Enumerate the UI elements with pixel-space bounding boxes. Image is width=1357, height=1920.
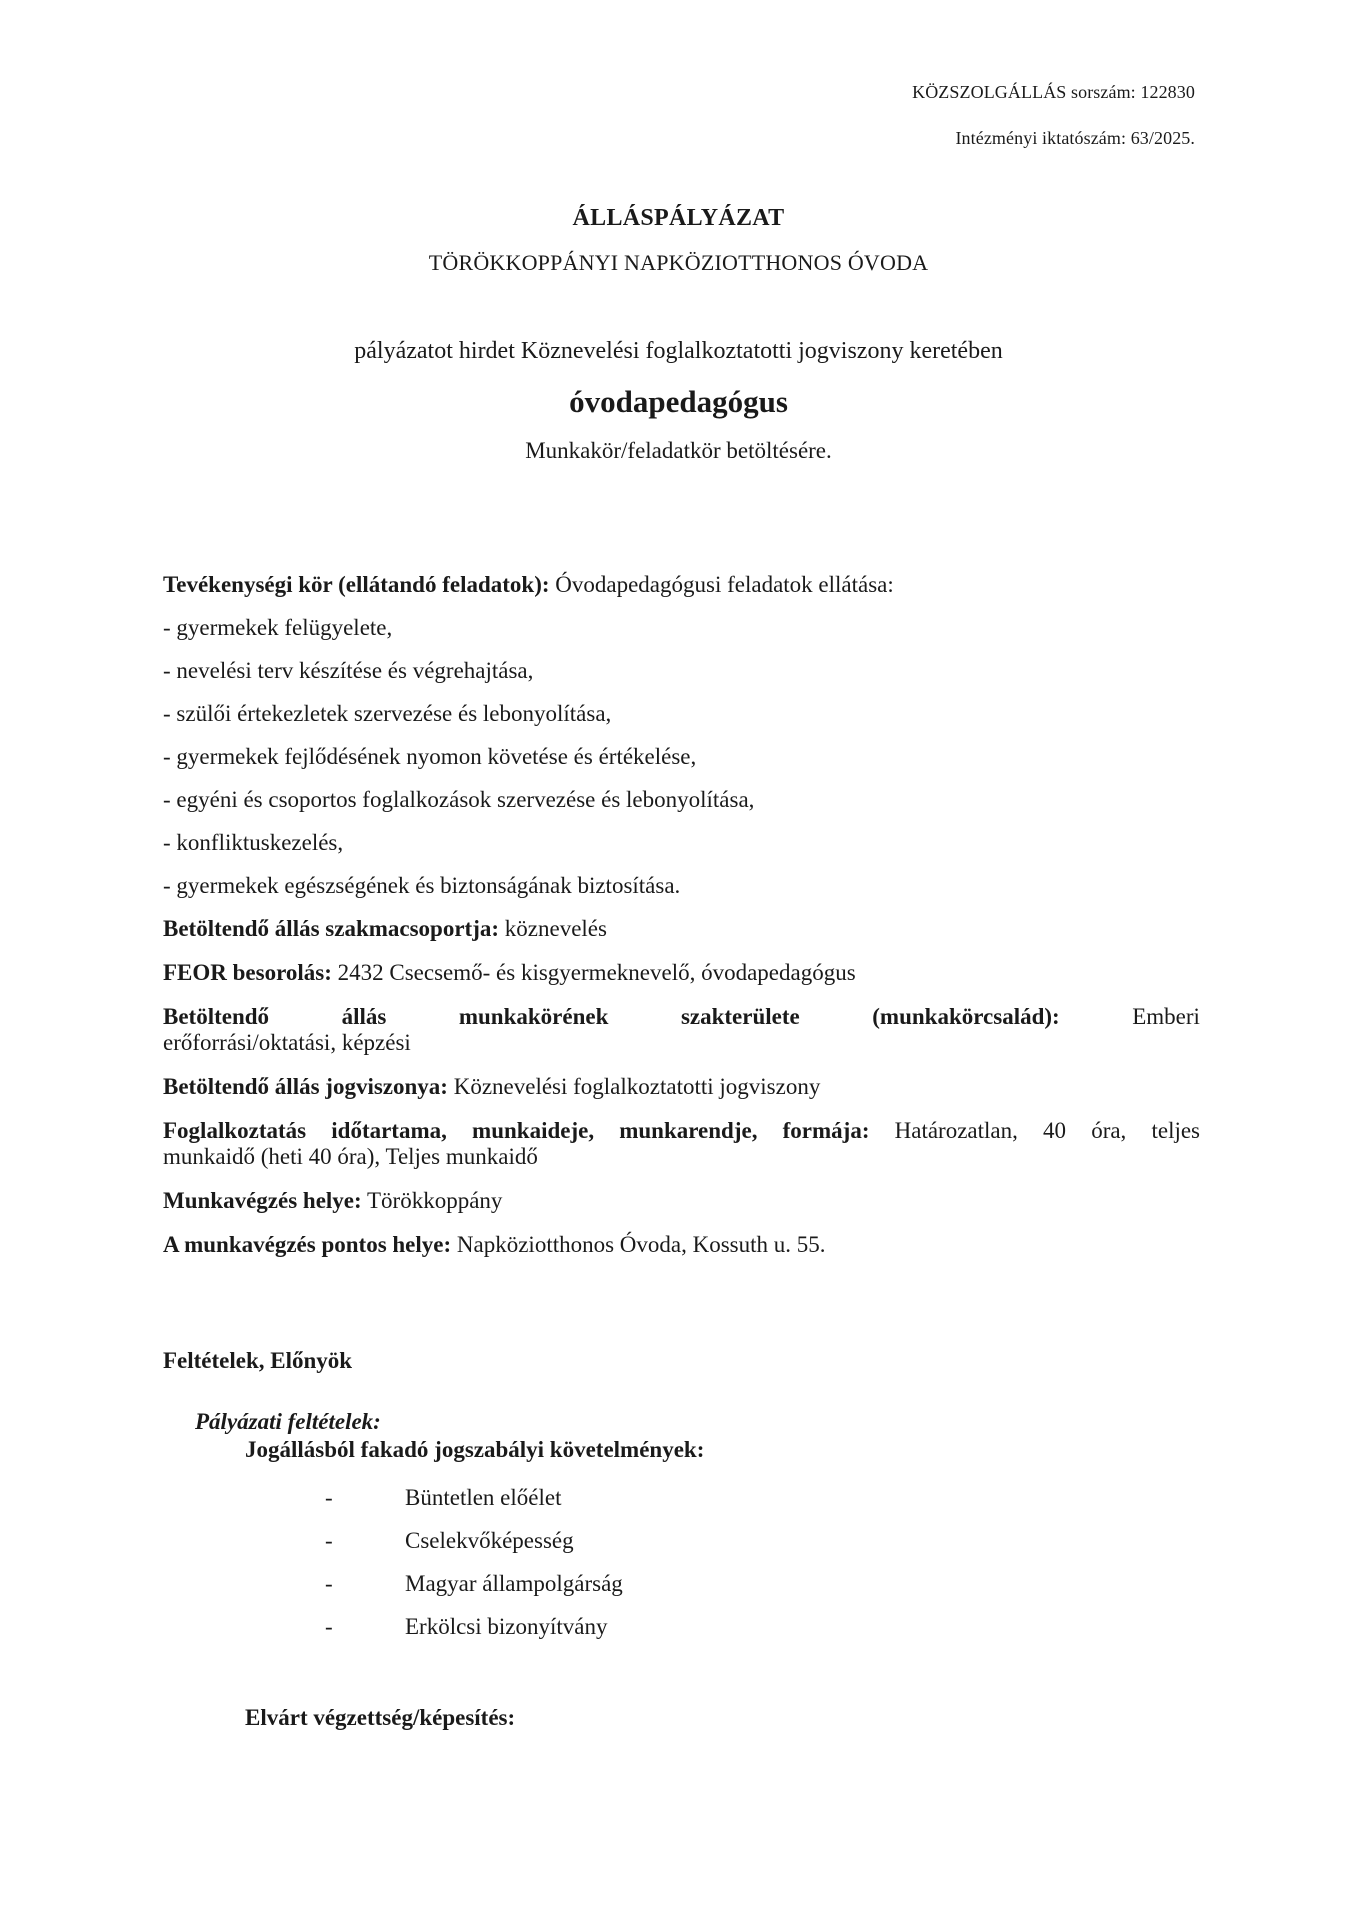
bullet-dash: - [325,1614,333,1639]
feor-value: 2432 Csecsemő- és kisgyermeknevelő, óvodapedagógus [331,960,856,985]
activity-item: - gyermekek egészségének és biztonságának biztosítása. [163,873,681,898]
requirement-text: Büntetlen előélet [405,1485,562,1510]
activity-item: - gyermekek fejlődésének nyomon követése és értékelése, [163,744,697,769]
employment-value-cont: munkaidő (heti 40 óra), Teljes munkaidő [163,1144,538,1169]
legal-relation-value: Köznevelési foglalkoztatotti jogviszony [447,1074,821,1099]
requirement-text: Magyar állampolgárság [405,1571,623,1596]
legal-requirements-heading: Jogállásból fakadó jogszabályi követelmények: [245,1437,705,1462]
exact-workplace-value: Napköziotthonos Óvoda, Kossuth u. 55. [451,1232,826,1257]
position-subtitle: Munkakör/feladatkör betöltésére. [525,438,832,463]
activity-line [163,572,1200,598]
activity-item: - szülői értekezletek szervezése és lebonyolítása, [163,701,612,726]
field-area-value: Emberi [1132,1004,1200,1029]
field-area-label-word: munkakörének [458,1004,609,1029]
conditions-subheading: Pályázati feltételek: [195,1409,381,1434]
serial-number: KÖZSZOLGÁLLÁS sorszám: 122830 [912,82,1195,102]
education-heading: Elvárt végzettség/képesítés: [245,1705,516,1730]
activity-item: - egyéni és csoportos foglalkozások szervezése és lebonyolítása, [163,787,755,812]
intro-text: pályázatot hirdet Köznevelési foglalkoztatotti jogviszony keretében [354,338,1003,364]
legal-relation-line [163,1074,1200,1100]
bullet-dash: - [325,1528,333,1553]
institution-name: TÖRÖKKOPPÁNYI NAPKÖZIOTTHONOS ÓVODA [428,250,929,275]
bullet-dash: - [325,1571,333,1596]
employment-line [163,1118,1200,1144]
employment-label: Foglalkoztatás időtartama, munkaideje, munkarendje, formája: [163,1118,870,1143]
field-area-label-word: Betöltendő [163,1004,270,1029]
exact-workplace-label: A munkavégzés pontos helye: [163,1232,452,1257]
feor-label: FEOR besorolás: [163,960,332,985]
field-area-label-word: (munkakörcsalád): [872,1004,1060,1029]
field-area-line [163,1004,1200,1030]
field-area-value-cont: erőforrási/oktatási, képzési [163,1030,411,1055]
document-title: ÁLLÁSPÁLYÁZAT [572,205,785,231]
feor-line [163,960,1200,986]
activity-label: Tevékenységi kör (ellátandó feladatok): [163,572,550,597]
activity-item: - gyermekek felügyelete, [163,615,393,640]
field-area-label-word: szakterülete [680,1004,800,1029]
activity-value: Óvodapedagógusi feladatok ellátása: [549,572,894,597]
workplace-label: Munkavégzés helye: [163,1188,362,1213]
activity-item: - konfliktuskezelés, [163,830,344,855]
legal-relation-label: Betöltendő állás jogviszonya: [163,1074,448,1099]
position-title: óvodapedagógus [569,384,788,419]
field-area-label-word: állás [341,1004,387,1029]
workplace-value: Törökkoppány [361,1188,503,1213]
requirement-text: Cselekvőképesség [405,1528,574,1553]
profession-group-label: Betöltendő állás szakmacsoportja: [163,916,500,941]
file-number: Intézményi iktatószám: 63/2025. [955,128,1195,148]
bullet-dash: - [325,1485,333,1510]
conditions-heading: Feltételek, Előnyök [163,1348,353,1373]
exact-workplace-line [163,1232,1200,1258]
profession-group-value: köznevelés [499,916,607,941]
activity-item: - nevelési terv készítése és végrehajtása, [163,658,534,683]
requirement-text: Erkölcsi bizonyítvány [405,1614,608,1639]
employment-value: Határozatlan, 40 óra, teljes [869,1118,1201,1143]
profession-group-line [163,916,1200,942]
workplace-line [163,1188,1200,1214]
